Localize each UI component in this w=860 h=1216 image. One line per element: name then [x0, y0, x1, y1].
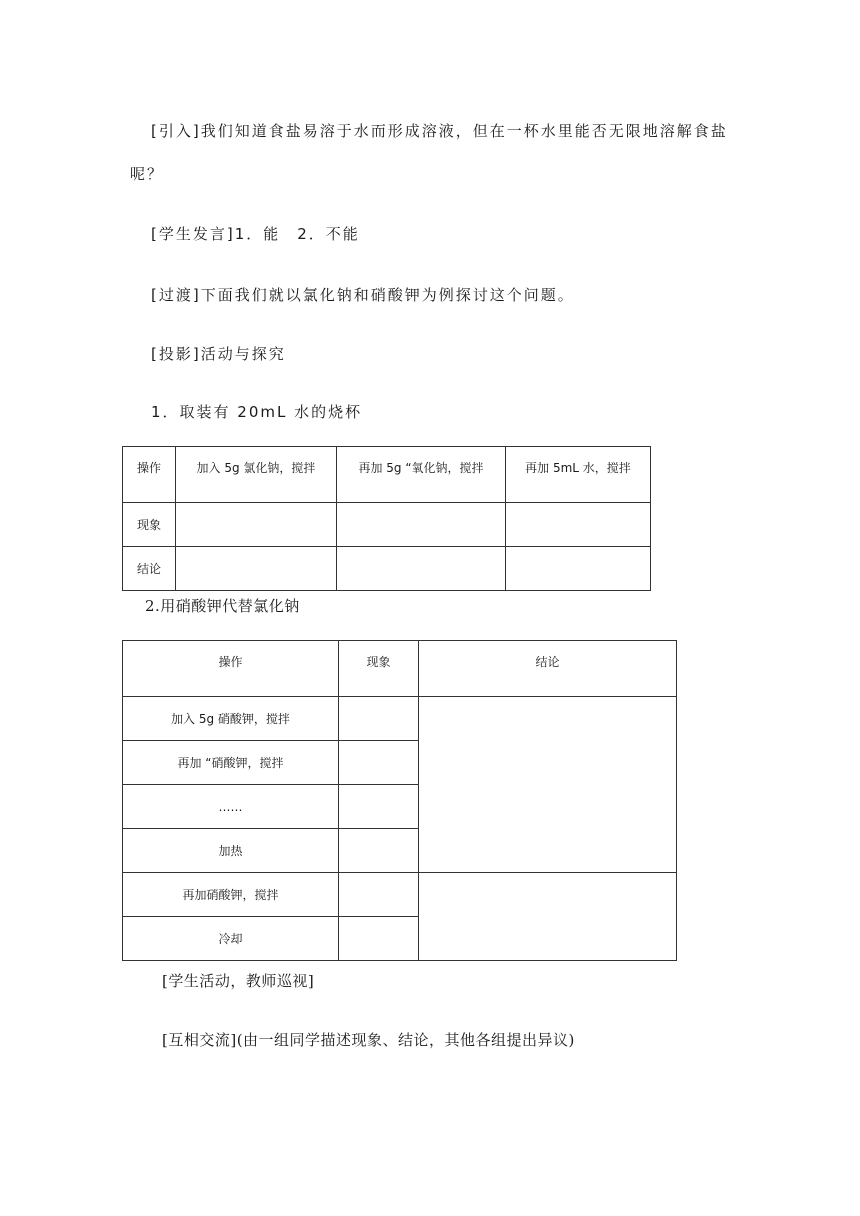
step-1-title: 1．取装有 20mL 水的烧杯 [151, 403, 363, 421]
empty-cell [506, 503, 651, 547]
empty-cell [339, 873, 419, 917]
student-speech: [学生发言]1．能 2．不能 [151, 225, 360, 243]
operation-cell: …… [123, 785, 339, 829]
empty-cell [339, 741, 419, 785]
intro-line-2: 呢？ [130, 165, 165, 183]
empty-cell [176, 547, 337, 591]
empty-cell [339, 785, 419, 829]
projection-text: [投影]活动与探究 [151, 345, 286, 363]
operation-cell: 再加硝酸钾，搅拌 [123, 873, 339, 917]
phenomenon-header-cell: 现象 [123, 503, 176, 547]
table-row [123, 697, 677, 741]
phenomenon-header-cell: 现象 [339, 641, 419, 697]
transition-text: [过渡]下面我们就以氯化钠和硝酸钾为例探讨这个问题。 [151, 286, 575, 304]
sodium-chloride-table [122, 446, 651, 591]
conclusion-merged-cell [419, 697, 677, 873]
table-row [123, 447, 651, 503]
operation-header-cell: 操作 [123, 641, 339, 697]
table-row [123, 547, 651, 591]
conclusion-header-cell: 结论 [419, 641, 677, 697]
potassium-nitrate-table [122, 640, 677, 961]
operation-cell: 加入 5g 氯化钠，搅拌 [176, 447, 337, 503]
operation-header-cell: 操作 [123, 447, 176, 503]
student-activity-text: [学生活动，教师巡视] [162, 972, 315, 990]
operation-cell: 再加 5g “氧化钠，搅拌 [337, 447, 506, 503]
table-row [123, 641, 677, 697]
empty-cell [176, 503, 337, 547]
table-row [123, 503, 651, 547]
table-row [123, 873, 677, 917]
operation-cell: 加热 [123, 829, 339, 873]
step-2-title: 2.用硝酸钾代替氯化钠 [145, 597, 300, 615]
empty-cell [337, 503, 506, 547]
conclusion-merged-cell [419, 873, 677, 961]
operation-cell: 再加 “硝酸钾，搅拌 [123, 741, 339, 785]
intro-line-1: [引入]我们知道食盐易溶于水而形成溶液，但在一杯水里能否无限地溶解食盐 [151, 122, 728, 140]
empty-cell [506, 547, 651, 591]
empty-cell [337, 547, 506, 591]
operation-cell: 加入 5g 硝酸钾，搅拌 [123, 697, 339, 741]
empty-cell [339, 829, 419, 873]
operation-cell: 再加 5mL 水，搅拌 [506, 447, 651, 503]
conclusion-header-cell: 结论 [123, 547, 176, 591]
empty-cell [339, 917, 419, 961]
operation-cell: 冷却 [123, 917, 339, 961]
empty-cell [339, 697, 419, 741]
exchange-text: [互相交流](由一组同学描述现象、结论，其他各组提出异议) [162, 1031, 575, 1049]
